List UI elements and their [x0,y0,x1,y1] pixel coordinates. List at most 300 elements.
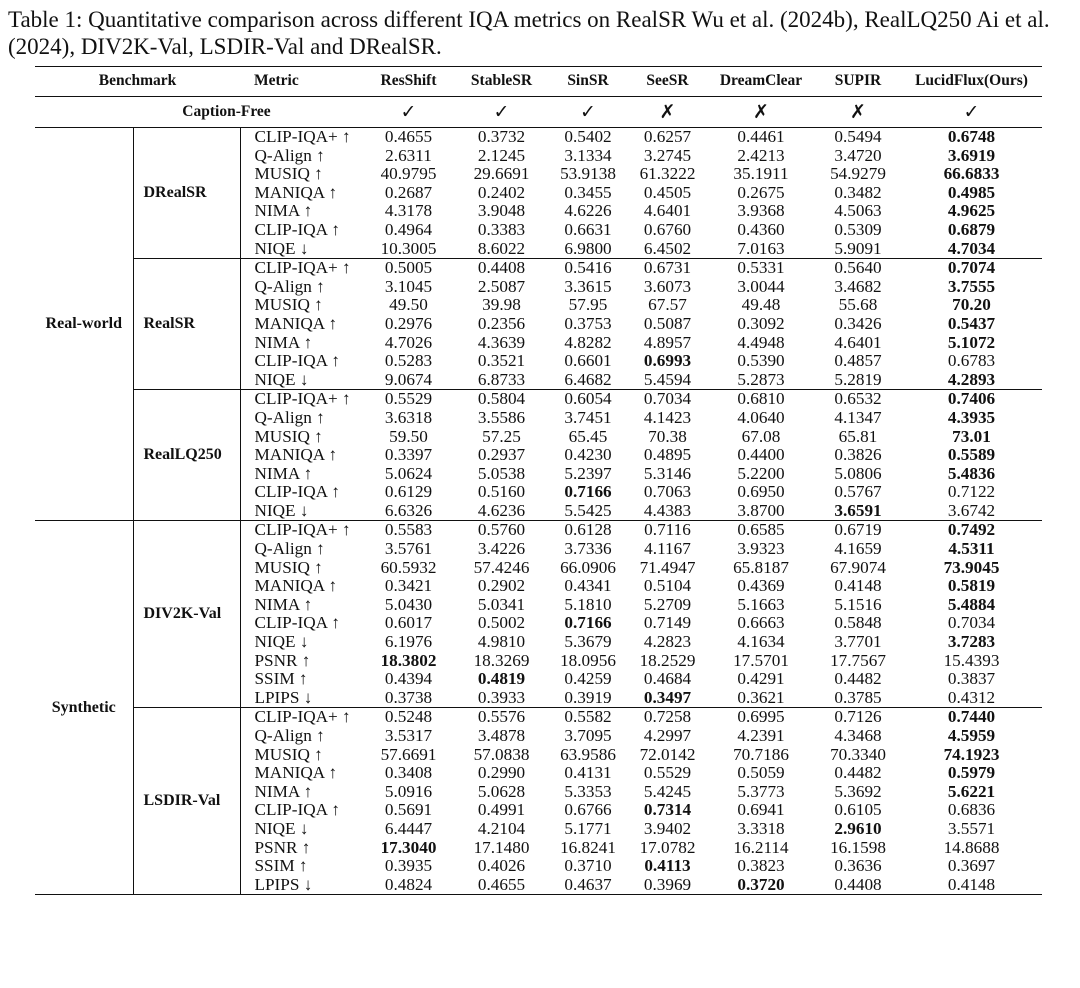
value-cell: 2.1245 [477,145,526,165]
value-cell: 0.5848 [834,613,882,633]
value-cell: 0.4408 [477,258,526,278]
value-cell: 60.5932 [380,557,437,577]
value-cell: 0.5331 [737,258,785,278]
value-cell: 0.2356 [477,313,526,333]
value-cell: 6.4502 [628,240,707,259]
value-cell: 0.5002 [477,613,526,633]
header-method: DreamClear [719,72,803,90]
value-cell: 0.5819 [947,576,996,596]
value-cell: 0.4655 [384,127,433,146]
value-cell: 0.2990 [477,763,526,783]
value-cell: 4.5311 [948,539,995,559]
value-cell: 4.8957 [643,332,692,352]
value-cell: 3.6073 [643,276,692,296]
value-cell: 73.01 [952,426,991,446]
value-cell: 5.0628 [477,781,526,801]
value-cell: 70.38 [648,426,687,446]
value-cell: 0.6731 [643,258,692,278]
value-cell: 0.6601 [564,351,612,371]
value-cell: 0.7074 [947,258,996,278]
value-cell: 67.08 [741,426,781,446]
value-cell: 35.1911 [733,164,789,184]
value-cell: 4.3935 [947,407,996,427]
value-cell: 0.4148 [901,876,1042,895]
value-cell: 4.5959 [947,726,996,745]
value-cell: 0.5087 [643,313,692,333]
value-cell: 5.2397 [564,463,612,483]
value-cell: 5.4594 [628,371,707,390]
results-table [35,66,1042,895]
value-cell: 6.9800 [548,240,628,259]
value-cell: 3.4682 [834,276,882,296]
value-cell: 0.6631 [564,219,612,239]
metric-label: CLIP-IQA+ ↑ [254,707,351,727]
value-cell: 5.3146 [643,463,692,483]
caption-free-mark: ✓ [400,100,417,123]
metric-label: Q-Align ↑ [254,276,325,296]
value-cell: 59.50 [389,426,428,446]
value-cell: 0.4637 [548,876,628,895]
value-cell: 0.4230 [564,445,612,465]
metric-label: MUSIQ ↑ [254,426,323,446]
value-cell: 57.4246 [473,557,530,577]
value-cell: 0.6663 [737,613,785,633]
value-cell: 55.68 [838,295,878,315]
value-cell: 0.3720 [707,876,815,895]
value-cell: 4.4948 [737,332,785,352]
value-cell: 4.1167 [644,539,691,559]
value-cell: 0.3421 [384,576,433,596]
caption-free-mark: ✗ [850,100,866,123]
value-cell: 0.2675 [737,182,785,202]
value-cell: 57.6691 [380,744,437,764]
value-cell: 4.2104 [477,818,526,838]
value-cell: 0.4113 [644,856,691,876]
value-cell: 0.4259 [564,669,612,689]
value-cell: 5.0341 [477,594,526,614]
value-cell: 0.5402 [564,127,612,146]
metric-label: CLIP-IQA ↑ [254,482,340,502]
value-cell: 0.4148 [834,576,882,596]
value-cell: 3.5586 [477,407,526,427]
metric-label: LPIPS ↓ [240,689,362,708]
value-cell: 53.9138 [560,164,616,184]
value-cell: 5.0916 [384,781,433,801]
value-cell: 66.6833 [943,164,1000,184]
value-cell: 5.4836 [947,463,996,483]
value-cell: 71.4947 [639,557,696,577]
value-cell: 3.5571 [947,818,996,838]
value-cell: 0.5767 [834,482,882,502]
value-cell: 16.8241 [560,837,616,857]
value-cell: 0.6941 [737,800,785,820]
value-cell: 0.5104 [643,576,692,596]
header-method: SeeSR [646,72,689,90]
value-cell: 0.4819 [477,669,526,689]
value-cell: 0.4341 [564,576,612,596]
value-cell: 0.2402 [477,182,526,202]
metric-label: CLIP-IQA ↑ [254,351,340,371]
metric-label: CLIP-IQA+ ↑ [254,520,351,540]
value-cell: 2.9610 [834,818,882,838]
value-cell: 5.2873 [707,371,815,390]
value-cell: 0.6532 [834,389,882,409]
value-cell: 0.7034 [947,613,996,633]
value-cell: 57.0838 [473,744,530,764]
metric-label: MUSIQ ↑ [254,295,323,315]
value-cell: 5.3773 [737,781,785,801]
value-cell: 0.3621 [707,689,815,708]
value-cell: 0.3785 [815,689,901,708]
metric-label: NIQE ↓ [254,818,309,838]
value-cell: 3.4878 [477,726,526,745]
value-cell: 4.6226 [564,201,612,221]
value-cell: 0.3092 [737,313,785,333]
header-metric: Metric [254,72,299,90]
value-cell: 5.3353 [564,781,612,801]
metric-label: MUSIQ ↑ [254,164,323,184]
value-cell: 5.3679 [564,632,612,652]
metric-label: Q-Align ↑ [254,726,325,745]
value-cell: 5.1072 [947,332,996,352]
metric-label: CLIP-IQA+ ↑ [254,127,351,146]
metric-label: CLIP-IQA ↑ [254,613,340,633]
value-cell: 0.4684 [643,669,692,689]
value-cell: 5.0538 [477,463,526,483]
value-cell: 3.8700 [707,502,815,521]
value-cell: 3.9048 [477,201,526,221]
dataset-label: DRealSR [133,128,240,259]
value-cell: 0.3823 [737,856,785,876]
header-method: ResShift [380,72,437,90]
metric-label: MANIQA ↑ [254,182,338,202]
table-row [35,521,1042,540]
value-cell: 4.0640 [737,407,785,427]
value-cell: 3.1045 [384,276,433,296]
caption-free-mark: ✗ [659,100,676,123]
value-cell: 0.5005 [384,258,433,278]
value-cell: 5.0430 [384,594,433,614]
value-cell: 39.98 [482,295,521,315]
caption-free-mark: ✓ [493,100,510,123]
value-cell: 67.57 [648,295,687,315]
metric-label: CLIP-IQA ↑ [254,219,340,239]
value-cell: 49.50 [389,295,428,315]
dataset-label: RealLQ250 [133,390,240,521]
value-cell: 3.4720 [834,145,882,165]
value-cell: 3.9323 [737,539,785,559]
header-method: LucidFlux(Ours) [915,72,1028,90]
value-cell: 0.6054 [564,389,612,409]
value-cell: 4.7026 [384,332,433,352]
value-cell: 3.3318 [737,818,785,838]
value-cell: 66.0906 [560,557,616,577]
value-cell: 4.2391 [737,726,785,745]
value-cell: 3.0044 [737,276,785,296]
value-cell: 3.6318 [384,407,433,427]
value-cell: 3.7336 [564,539,612,559]
value-cell: 0.7492 [947,520,996,540]
value-cell: 54.9279 [830,164,886,184]
value-cell: 3.7701 [834,632,882,652]
value-cell: 65.8187 [733,557,789,577]
value-cell: 0.6748 [947,127,996,146]
value-cell: 4.5063 [834,201,882,221]
value-cell: 0.5416 [564,258,612,278]
value-cell: 6.4447 [384,818,433,838]
value-cell: 8.6022 [455,240,548,259]
value-cell: 0.6766 [564,800,612,820]
value-cell: 0.5160 [477,482,526,502]
table-row [35,128,1042,147]
value-cell: 4.2893 [901,371,1042,390]
value-cell: 0.5760 [477,520,526,540]
metric-label: MANIQA ↑ [254,313,338,333]
value-cell: 5.1663 [737,594,785,614]
value-cell: 17.7567 [830,650,886,670]
value-cell: 0.6017 [384,613,433,633]
value-cell: 3.7451 [564,407,612,427]
metric-label: NIQE ↓ [240,371,362,390]
value-cell: 0.6129 [384,482,433,502]
value-cell: 2.4213 [737,145,785,165]
value-cell: 0.3408 [384,763,433,783]
value-cell: 0.5804 [477,389,526,409]
metric-label: NIMA ↑ [254,201,313,221]
value-cell: 0.3383 [477,219,526,239]
metric-label: MUSIQ ↑ [254,557,323,577]
value-cell: 4.7034 [901,240,1042,259]
value-cell: 0.5691 [384,800,433,820]
value-cell: 5.2819 [815,371,901,390]
value-cell: 74.1923 [943,744,1000,764]
value-cell: 6.1976 [384,632,433,652]
metric-label: CLIP-IQA ↑ [254,800,340,820]
value-cell: 5.0806 [834,463,882,483]
value-cell: 0.5390 [737,351,785,371]
metric-label: Q-Align ↑ [254,145,325,165]
value-cell: 4.1347 [834,407,882,427]
value-cell: 70.3340 [830,744,886,764]
value-cell: 0.6783 [947,351,996,371]
value-cell: 5.6221 [947,781,996,801]
value-cell: 5.2200 [737,463,785,483]
value-cell: 5.1771 [564,818,612,838]
value-cell: 4.6401 [834,332,882,352]
table-row [35,390,1042,409]
value-cell: 0.7122 [947,482,996,502]
value-cell: 0.7314 [643,800,692,820]
value-cell: 0.3482 [834,182,882,202]
value-cell: 63.9586 [560,744,616,764]
value-cell: 0.5309 [834,219,882,239]
value-cell: 0.6257 [643,127,692,146]
value-cell: 0.6760 [643,219,692,239]
metric-label: MANIQA ↑ [254,576,338,596]
metric-label: Q-Align ↑ [254,407,325,427]
value-cell: 0.4482 [834,763,882,783]
header-benchmark: Benchmark [98,72,177,90]
value-cell: 4.9625 [947,201,996,221]
value-cell: 0.5589 [947,445,996,465]
metric-label: CLIP-IQA+ ↑ [254,389,351,409]
header-method: SinSR [567,72,609,90]
value-cell: 0.3826 [834,445,882,465]
value-cell: 10.3005 [362,240,455,259]
value-cell: 0.5583 [384,520,433,540]
metric-label: NIQE ↓ [240,240,362,259]
value-cell: 9.0674 [362,371,455,390]
value-cell: 0.5059 [737,763,785,783]
value-cell: 17.1480 [473,837,530,857]
value-cell: 0.6719 [834,520,882,540]
value-cell: 72.0142 [639,744,696,764]
value-cell: 5.9091 [815,240,901,259]
metric-label: NIMA ↑ [254,594,313,614]
value-cell: 4.3178 [384,201,433,221]
metric-label: MUSIQ ↑ [254,744,323,764]
value-cell: 7.0163 [707,240,815,259]
value-cell: 0.3935 [384,856,433,876]
value-cell: 0.3426 [834,313,882,333]
value-cell: 57.95 [568,295,608,315]
value-cell: 0.5576 [477,707,526,727]
value-cell: 4.2823 [643,632,692,652]
value-cell: 3.7095 [564,726,612,745]
value-cell: 3.9368 [737,201,785,221]
value-cell: 0.6995 [737,707,785,727]
value-cell: 0.6105 [834,800,882,820]
header-method: SUPIR [834,72,882,90]
metric-label: NIQE ↓ [240,502,362,521]
value-cell: 0.4991 [477,800,526,820]
value-cell: 0.5529 [643,763,692,783]
value-cell: 0.6950 [737,482,785,502]
value-cell: 5.1516 [834,594,882,614]
value-cell: 3.6742 [901,502,1042,521]
value-cell: 70.20 [952,295,991,315]
value-cell: 18.3269 [473,650,530,670]
value-cell: 0.4360 [737,219,785,239]
value-cell: 29.6691 [473,164,530,184]
value-cell: 4.1423 [643,407,692,427]
header-method: StableSR [470,72,533,90]
table-row [35,708,1042,727]
value-cell: 4.6236 [455,502,548,521]
metric-label: MANIQA ↑ [254,763,338,783]
value-cell: 0.7116 [644,520,691,540]
value-cell: 5.4245 [643,781,692,801]
value-cell: 18.0956 [560,650,616,670]
value-cell: 16.2114 [733,837,789,857]
value-cell: 0.4824 [362,876,455,895]
value-cell: 57.25 [482,426,521,446]
value-cell: 5.0624 [384,463,433,483]
value-cell: 0.7258 [643,707,692,727]
metric-label: Q-Align ↑ [254,539,325,559]
value-cell: 5.1810 [564,594,612,614]
value-cell: 3.9402 [643,818,692,838]
value-cell: 0.3455 [564,182,612,202]
value-cell: 40.9795 [380,164,437,184]
value-cell: 0.3521 [477,351,526,371]
dataset-label: LSDIR-Val [133,708,240,895]
value-cell: 0.6993 [643,351,692,371]
value-cell: 0.4312 [901,689,1042,708]
value-cell: 16.1598 [830,837,886,857]
value-cell: 3.6591 [815,502,901,521]
value-cell: 0.4369 [737,576,785,596]
value-cell: 2.5087 [477,276,526,296]
value-cell: 0.3697 [947,856,996,876]
header-row [35,67,1042,97]
value-cell: 0.7406 [947,389,996,409]
value-cell: 6.6326 [362,502,455,521]
value-cell: 0.4461 [737,127,785,146]
caption-free-mark: ✓ [580,100,596,123]
value-cell: 0.3753 [564,313,612,333]
value-cell: 0.3969 [628,876,707,895]
value-cell: 0.6128 [564,520,612,540]
value-cell: 6.8733 [455,371,548,390]
value-cell: 0.5494 [834,127,882,146]
value-cell: 3.7555 [947,276,996,296]
value-cell: 0.4400 [737,445,785,465]
value-cell: 0.4394 [384,669,433,689]
value-cell: 5.5425 [548,502,628,521]
value-cell: 0.3919 [548,689,628,708]
metric-label: NIMA ↑ [254,463,313,483]
value-cell: 3.3615 [564,276,612,296]
value-cell: 4.1659 [834,539,882,559]
value-cell: 0.5529 [384,389,433,409]
value-cell: 5.3692 [834,781,882,801]
value-cell: 0.3497 [628,689,707,708]
metric-label: CLIP-IQA+ ↑ [254,258,351,278]
value-cell: 49.48 [741,295,781,315]
value-cell: 0.3397 [384,445,433,465]
value-cell: 4.1634 [737,632,785,652]
value-cell: 0.3738 [362,689,455,708]
value-cell: 0.4026 [477,856,526,876]
value-cell: 70.7186 [733,744,789,764]
value-cell: 0.6836 [947,800,996,820]
group-label: Synthetic [35,521,133,895]
value-cell: 17.0782 [639,837,696,857]
value-cell: 0.3710 [564,856,612,876]
value-cell: 0.2902 [477,576,526,596]
value-cell: 0.6585 [737,520,785,540]
group-label: Real-world [35,128,133,521]
metric-label: SSIM ↑ [254,856,308,876]
value-cell: 4.3639 [477,332,526,352]
value-cell: 0.7166 [564,482,612,502]
value-cell: 17.3040 [380,837,437,857]
value-cell: 0.7166 [564,613,612,633]
value-cell: 0.6810 [737,389,785,409]
value-cell: 4.6401 [643,201,692,221]
value-cell: 0.3837 [947,669,996,689]
value-cell: 3.7283 [947,632,996,652]
value-cell: 61.3222 [639,164,696,184]
value-cell: 0.5979 [947,763,996,783]
metric-label: NIQE ↓ [254,632,309,652]
value-cell: 65.81 [838,426,878,446]
value-cell: 4.3468 [834,726,882,745]
metric-label: NIMA ↑ [254,332,313,352]
value-cell: 0.2937 [477,445,526,465]
value-cell: 3.5761 [384,539,433,559]
